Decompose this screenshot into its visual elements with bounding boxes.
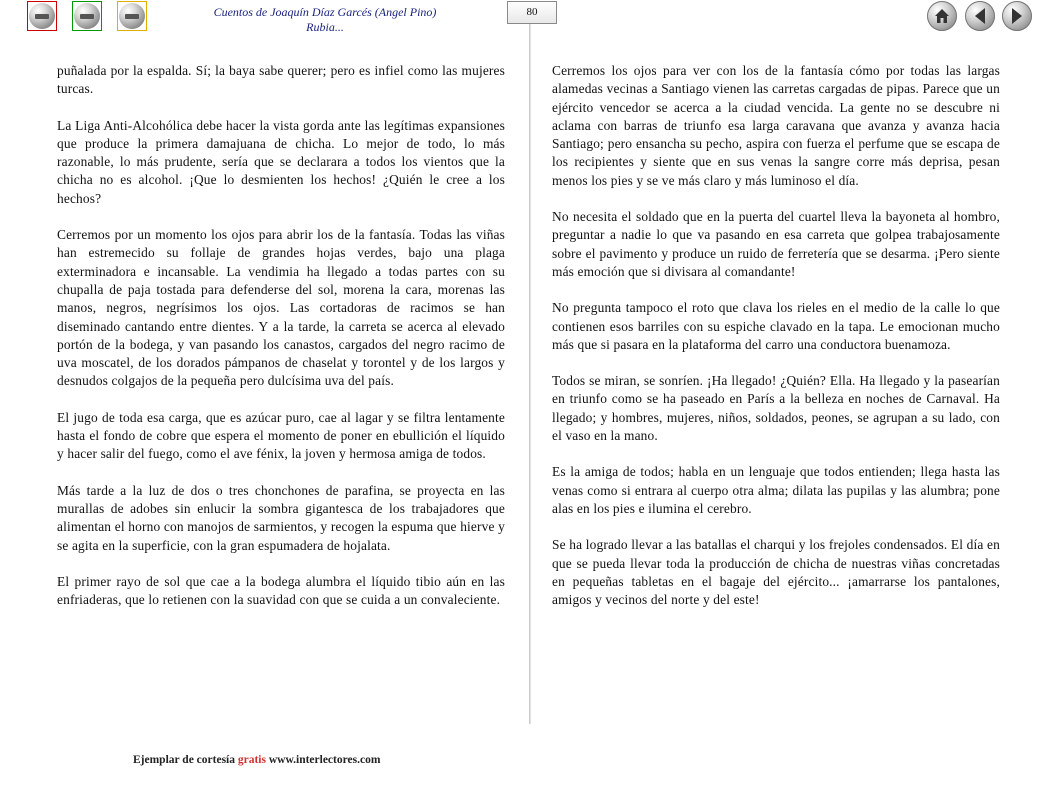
minus-icon (119, 3, 145, 29)
footer-site-link[interactable]: www.interlectores.com (268, 754, 381, 766)
minimize-button-red[interactable] (27, 1, 57, 31)
book-title (190, 5, 460, 35)
arrow-right-icon (1008, 6, 1026, 26)
paragraph: El jugo de toda esa carga, que es azúcar puro, cae al lagar y se filtra lentamente hasta el fondo de cobre que espera el momento de poner en ebullición el líquido y hacer salir del fuego, como el ave fénix, la joven y hermosa amiga de todos. (57, 409, 505, 462)
book-title-line2: Rubia... (306, 20, 344, 34)
page-number: 80 (507, 1, 557, 24)
paragraph: puñalada por la espalda. Sí; la baya sabe querer; pero es infiel como las mujeres turcas. (57, 63, 505, 97)
footer-credit (133, 754, 380, 766)
paragraph: No pregunta tampoco el roto que clava los rieles en el medio de la calle lo que contienen esos barriles con su espiche clavado en la tapa. Le emocionan mucho más que si pasara en la plataforma del carro una conductora buenamoza. (552, 300, 1000, 352)
right-text-column (552, 62, 1000, 627)
minus-icon (74, 3, 100, 29)
footer-prefix: Ejemplar de cortesía (133, 754, 235, 766)
minimize-button-green[interactable] (72, 1, 102, 31)
next-page-button[interactable] (1002, 1, 1032, 31)
column-divider (529, 24, 531, 724)
paragraph: No necesita el soldado que en la puerta del cuartel lleva la bayoneta al hombro, preguntar a nadie lo que va pasando en esa carreta que golpea trabajosamente sobre el pavimento y produce un ruido de ferretería que se desarma. ¡Pero siente más emoción que si divisara al comandante! (552, 209, 1000, 279)
minus-icon (29, 3, 55, 29)
arrow-left-icon (971, 6, 989, 26)
paragraph: Todos se miran, se sonríen. ¡Ha llegado! ¿Quién? Ella. Ha llegado y la pasearían en triunfo como se ha paseado en París a la belleza en noches de Carnaval. Ha llegado; y hombres, mujeres, niños, soldados, peones, se agrupan a su lado, con el vaso en la mano. (552, 373, 1000, 444)
home-icon (933, 7, 951, 25)
book-title-line1: Cuentos de Joaquín Díaz Garcés (Angel Pino) (213, 5, 437, 19)
left-text-column (57, 62, 505, 627)
paragraph: Cerremos por un momento los ojos para abrir los de la fantasía. Todas las viñas han estremecido su follaje de grandes hojas verdes, bajo una plaga exterminadora e incansable. La vendimia ha llegado a todas partes con su chupalla de paja tostada para defenderse del sol, morena la cara, morenas las manos, negros, negrísimos los ojos. Las cortadoras de racimos se han diseminado cantando entre dientes. Y a la tarde, la carreta se acerca al elevado portón de la bodega, y van pasando los canastos, cargados del negro racimo de uva moscatel, de los dorados pámpanos de chaselat y torontel y de los largos y desnudos colgajos de la pequeña pero dulcísima uva del país. (57, 227, 505, 389)
paragraph: La Liga Anti-Alcohólica debe hacer la vista gorda ante las legítimas expansiones que produce la primera damajuana de chicha. Lo mejor de todo, lo más razonable, lo más prudente, sería que se declarara a todos los vientos que la chicha no es alcohol. ¡Que lo desmienten los hechos! ¿Quién le cree a los hechos? (57, 117, 505, 206)
paragraph: Más tarde a la luz de dos o tres chonchones de parafina, se proyecta en las murallas de adobes sin enlucir la sombra gigantesca de los trabajadores que alimentan el horno con manojos de sarmientos, y recogen la espuma que hierve y se agita en la superficie, con la gran espumadera de hojalata. (57, 482, 505, 553)
footer-free-label: gratis (237, 754, 266, 766)
minimize-button-yellow[interactable] (117, 1, 147, 31)
previous-page-button[interactable] (965, 1, 995, 31)
paragraph: Se ha logrado llevar a las batallas el charqui y los frejoles condensados. El día en que se pueda llevar toda la producción de chicha de nuestras viñas concretadas en pequeñas tabletas en el bagaje del ejército... ¡amarrarse los pantalones, amigos y vecinos del norte y del este! (552, 537, 1000, 608)
paragraph: Cerremos los ojos para ver con los de la fantasía cómo por todas las largas alamedas vecinas a Santiago vienen las carretas cargadas de pipas. Parece que un ejército vencedor se acerca a la ciudad vencida. La gente no se descubre ni aclama con barras de triunfo esa larga caravana que avanza y avanza hacia Santiago; pero ensancha su pecho, aspira con fuerza el perfume que se escapa de los recipientes y siente que en sus venas la sangre corre más deprisa, pesan menos los pies y se ve más claro y más luminoso el día. (552, 63, 1000, 188)
paragraph: Es la amiga de todos; habla en un lenguaje que todos entienden; llega hasta las venas como si entrara al cuerpo otra alma; dilata las pupilas y las alumbra; pone alas en los pies e ilumina el cerebro. (552, 464, 1000, 516)
home-button[interactable] (927, 1, 957, 31)
paragraph: El primer rayo de sol que cae a la bodega alumbra el líquido tibio aún en las enfriaderas, que lo retienen con la suavidad con que se cuida a un convaleciente. (57, 573, 505, 608)
